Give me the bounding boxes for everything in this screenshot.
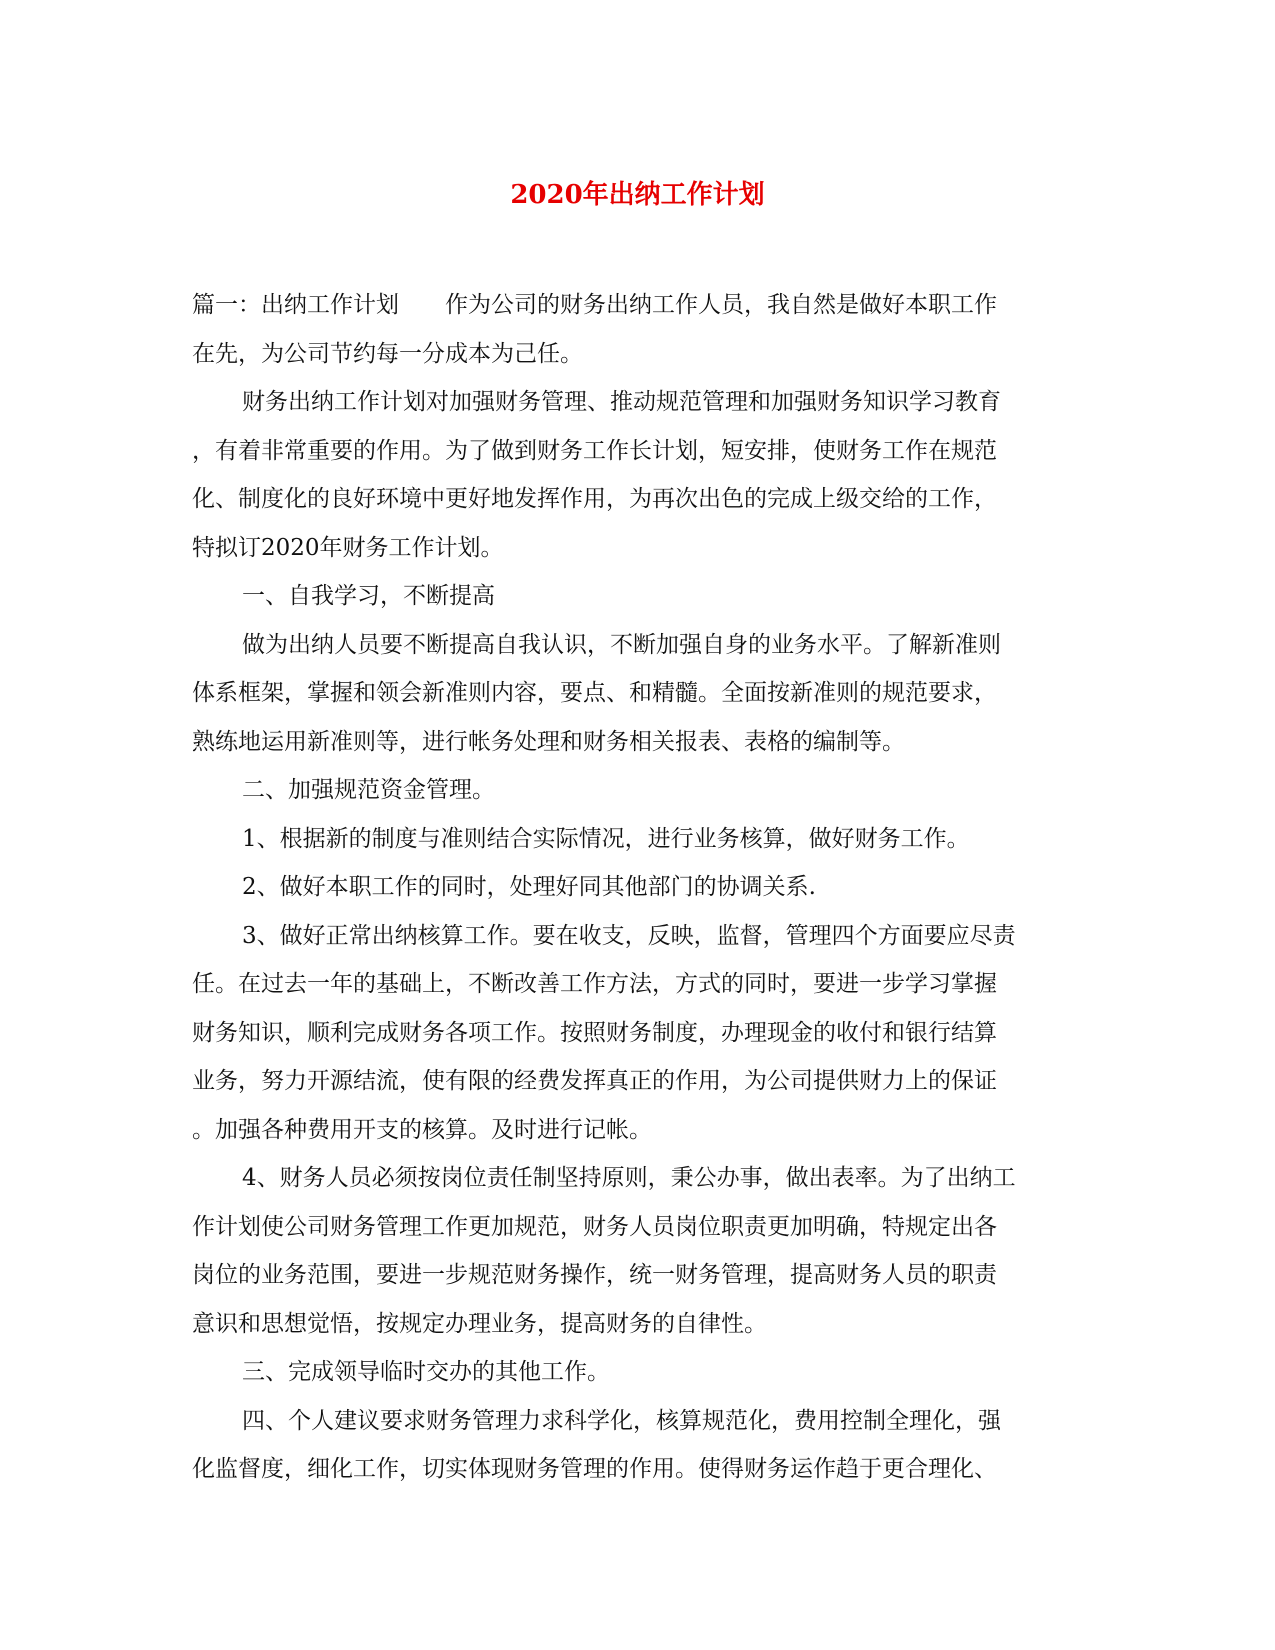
body-line: 。加强各种费用开支的核算。及时进行记帐。 xyxy=(192,1116,652,1143)
body-line: 任。在过去一年的基础上，不断改善工作方法，方式的同时，要进一步学习掌握 xyxy=(192,971,997,997)
document-body xyxy=(192,281,1072,1494)
body-line: 做为出纳人员要不断提高自我认识，不断加强自身的业务水平。了解新准则 xyxy=(242,631,1001,658)
list-item: 1、根据新的制度与准则结合实际情况，进行业务核算，做好财务工作。 xyxy=(242,825,970,852)
document-title: 2020年出纳工作计划 xyxy=(510,180,765,210)
list-item: 2、做好本职工作的同时，处理好同其他部门的协调关系. xyxy=(242,874,816,900)
section-heading: 一、自我学习，不断提高 xyxy=(242,583,495,609)
body-line: 篇一：出纳工作计划 作为公司的财务出纳工作人员，我自然是做好本职工作 xyxy=(192,292,997,318)
list-item: 4、财务人员必须按岗位责任制坚持原则，秉公办事，做出表率。为了出纳工 xyxy=(242,1165,1016,1191)
body-line: 化监督度，细化工作，切实体现财务管理的作用。使得财务运作趋于更合理化、 xyxy=(192,1456,997,1482)
body-line: 化、制度化的良好环境中更好地发挥作用，为再次出色的完成上级交给的工作， xyxy=(192,486,997,512)
body-line: 岗位的业务范围，要进一步规范财务操作，统一财务管理，提高财务人员的职责 xyxy=(192,1262,997,1288)
body-line: 在先，为公司节约每一分成本为己任。 xyxy=(192,340,583,367)
body-line: ，有着非常重要的作用。为了做到财务工作长计划，短安排，使财务工作在规范 xyxy=(192,437,997,464)
body-line: 作计划使公司财务管理工作更加规范，财务人员岗位职责更加明确，特规定出各 xyxy=(192,1213,997,1240)
body-line: 意识和思想觉悟，按规定办理业务，提高财务的自律性。 xyxy=(192,1310,767,1337)
body-line: 体系框架，掌握和领会新准则内容，要点、和精髓。全面按新准则的规范要求， xyxy=(192,680,997,706)
section-heading: 三、完成领导临时交办的其他工作。 xyxy=(242,1359,610,1385)
body-line: 业务，努力开源结流，使有限的经费发挥真正的作用，为公司提供财力上的保证 xyxy=(192,1068,997,1094)
body-line: 熟练地运用新准则等，进行帐务处理和财务相关报表、表格的编制等。 xyxy=(192,728,905,755)
list-item: 3、做好正常出纳核算工作。要在收支，反映，监督，管理四个方面要应尽责 xyxy=(242,922,1016,949)
body-line: 特拟订2020年财务工作计划。 xyxy=(192,534,504,561)
section-heading: 四、个人建议要求财务管理力求科学化，核算规范化，费用控制全理化，强 xyxy=(242,1407,1001,1434)
body-line: 财务出纳工作计划对加强财务管理、推动规范管理和加强财务知识学习教育 xyxy=(242,389,1001,415)
section-heading: 二、加强规范资金管理。 xyxy=(242,777,495,803)
body-line: 财务知识，顺利完成财务各项工作。按照财务制度，办理现金的收付和银行结算 xyxy=(192,1019,997,1046)
